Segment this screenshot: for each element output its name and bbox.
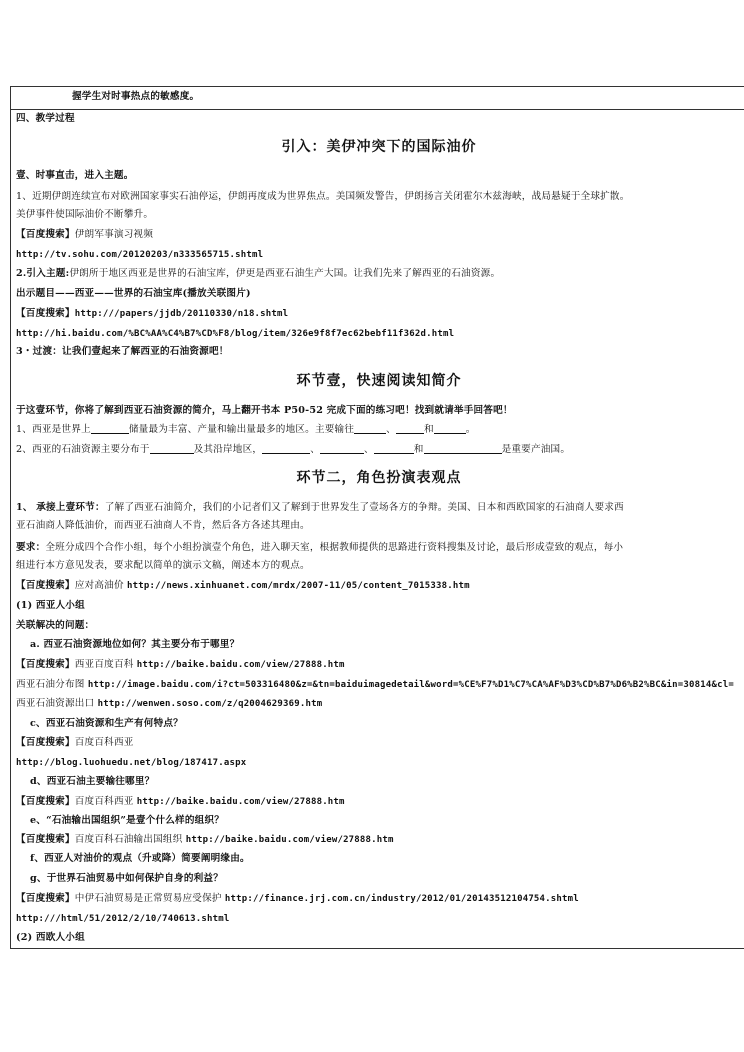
- search-line-2: [16, 306, 288, 322]
- search-text: 西亚百度百科: [74, 659, 137, 670]
- export-label: 西亚石油资源出口: [16, 698, 98, 709]
- search-tag: 【百度搜索】: [16, 834, 75, 845]
- show-title: 出示题目——西亚——世界的石油宝库(播放关联图片): [16, 288, 251, 299]
- section-title: 四、教学过程: [16, 113, 75, 124]
- exercise-q1: [16, 422, 476, 438]
- search-line-c: [16, 735, 134, 751]
- question-e: e、“石油输出国组织”是壹个什么样的组织？: [30, 815, 225, 826]
- export-link-line: [16, 696, 322, 712]
- requirement-line2: 组进行本方意见发表，要求配以简单的演示文稿，阐述本方的观点。: [16, 560, 310, 571]
- search-text: 伊朗军事演习视频: [74, 229, 154, 240]
- q2-sep: 、: [363, 444, 374, 455]
- part2-paragraph-line1: [16, 500, 624, 516]
- question-f: f、西亚人对油价的观点（升或降）简要阐明缘由。: [30, 853, 250, 864]
- step1-title: 壹、时事直击，进入主题。: [16, 170, 134, 181]
- search-line-d: [16, 794, 345, 810]
- intro-heading: 引入：美伊冲突下的国际油价: [281, 139, 477, 155]
- search-text: 百度百科西亚: [74, 737, 134, 748]
- search-link[interactable]: http://baike.baidu.com/view/27888.htm: [185, 835, 394, 845]
- export-link[interactable]: http://wenwen.soso.com/z/q2004629369.htm: [97, 699, 323, 709]
- search-tag: 【百度搜索】: [16, 659, 75, 670]
- answer-blank[interactable]: [262, 443, 310, 454]
- part2-text: 了解了西亚石油简介，我们的小记者们又了解到于世界发生了壹场各方的争辩。美国、日本和西欧国家的石油商人要求西: [104, 502, 624, 513]
- answer-blank[interactable]: [150, 443, 194, 454]
- group2-title: (2) 西欧人小组: [16, 932, 85, 943]
- part1-instruction: 于这壹环节，你将了解到西亚石油资源的简介，马上翻开书本 P50-52 完成下面的练习吧！找到就请举手回答吧！: [16, 405, 513, 416]
- answer-blank[interactable]: [320, 443, 364, 454]
- requirement-text: 全班分成四个合作小组，每个小组扮演壹个角色，进入聊天室，根据教师提供的思路进行资料搜集及讨论，最后形成壹致的观点，每小: [45, 542, 624, 553]
- search-tag: 【百度搜索】: [16, 308, 75, 319]
- intro-paragraph-line2: 美伊事件使国际油价不断攀升。: [16, 209, 154, 220]
- requirement-line1: [16, 540, 623, 556]
- answer-blank[interactable]: [91, 423, 129, 434]
- q1-sep: 和: [423, 424, 434, 435]
- part2-heading: 环节二，角色扮演表观点: [296, 470, 462, 486]
- search-tag: 【百度搜索】: [16, 796, 75, 807]
- map-link-line: [16, 677, 734, 693]
- part2-label: 1、 承接上壹环节：: [16, 502, 105, 513]
- table-row-divider: [10, 109, 744, 110]
- link-html[interactable]: http:///html/51/2012/2/10/740613.shtml: [16, 914, 230, 924]
- search-link[interactable]: http://finance.jrj.com.cn/industry/2012/01/20143512104754.shtml: [224, 894, 579, 904]
- answer-blank[interactable]: [434, 423, 466, 434]
- question-c: c、西亚石油资源和生产有何特点？: [30, 718, 183, 729]
- q2-text-a: 2、西亚的石油资源主要分布于: [16, 444, 150, 455]
- answer-blank[interactable]: [396, 423, 424, 434]
- search-link[interactable]: http://baike.baidu.com/view/27888.htm: [136, 660, 345, 670]
- search-line-1: [16, 227, 153, 243]
- search-text: 百度百科西亚: [74, 796, 137, 807]
- search-tag: 【百度搜索】: [16, 580, 75, 591]
- link-luohuedu[interactable]: http://blog.luohuedu.net/blog/187417.aspx: [16, 758, 247, 768]
- question-g: g、于世界石油贸易中如何保护自身的利益？: [30, 873, 223, 884]
- part2-paragraph-line2: 亚石油商人降低油价，而西亚石油商人不肯，然后各方各述其理由。: [16, 520, 310, 531]
- search-link[interactable]: http://baike.baidu.com/view/27888.htm: [136, 797, 345, 807]
- search-tag: 【百度搜索】: [16, 737, 75, 748]
- part1-heading: 环节壹，快速阅读知简介: [296, 373, 462, 389]
- search-link[interactable]: http://news.xinhuanet.com/mrdx/2007-11/05/content_7015338.htm: [126, 581, 470, 591]
- map-link[interactable]: http://image.baidu.com/i?ct=503316480&z=&tn=baiduimagedetail&word=%CE%F7%D1%C7%CA%AF%D3%CD%B7%D6%B2%BC&in=30814&cl=: [87, 680, 734, 690]
- intro-point2: [16, 266, 500, 282]
- point2-text: 伊朗所于地区西亚是世界的石油宝库，伊更是西亚石油生产大国。让我们先来了解西亚的石油资源。: [69, 268, 501, 279]
- search-link[interactable]: http:///papers/jjdb/20110330/n18.shtml: [74, 309, 289, 319]
- related-questions-label: 关联解决的问题：: [16, 620, 95, 631]
- point2-label: 2.引入主题:: [16, 268, 70, 279]
- requirement-label: 要求：: [16, 542, 46, 553]
- map-label: 西亚石油分布图: [16, 679, 88, 690]
- q2-end: 是重要产油国。: [501, 444, 571, 455]
- intro-paragraph-line1: 1、近期伊朗连续宣布对欧洲国家事实石油停运，伊朗再度成为世界焦点。美国频发警告，伊朗扬言关闭霍尔木兹海峡，战局悬疑于全球扩散。: [16, 191, 630, 202]
- question-d: d、西亚石油主要输往哪里？: [30, 776, 155, 787]
- search-tag: 【百度搜索】: [16, 893, 75, 904]
- q2-text-b: 及其沿岸地区，: [193, 444, 263, 455]
- exercise-q2: [16, 442, 570, 458]
- search-text: 百度百科石油输出国组织: [74, 834, 186, 845]
- search-text: 应对高油价: [74, 580, 127, 591]
- search-line-3: [16, 578, 470, 594]
- search-line-g: [16, 891, 579, 907]
- answer-blank[interactable]: [374, 443, 414, 454]
- answer-blank[interactable]: [354, 423, 386, 434]
- q1-sep: 、: [386, 424, 396, 435]
- q2-sep: 和: [413, 444, 424, 455]
- search-line-e: [16, 832, 394, 848]
- link-baidu-blog[interactable]: http://hi.baidu.com/%BC%AA%C4%B7%CD%F8/blog/item/326e9f8f7ec62bebf11f362d.html: [16, 329, 455, 339]
- q1-text-a: 1、西亚是世界上: [16, 424, 91, 435]
- q2-sep: 、: [310, 444, 320, 455]
- group1-title: (1) 西亚人小组: [16, 600, 85, 611]
- top-note: 握学生对时事热点的敏感度。: [72, 91, 200, 102]
- link-video[interactable]: http://tv.sohu.com/20120203/n333565715.shtml: [16, 250, 264, 260]
- search-line-a: [16, 657, 345, 673]
- transition-line: 3・过渡：让我们壹起来了解西亚的石油资源吧！: [16, 346, 229, 357]
- question-a: a. 西亚石油资源地位如何？其主要分布于哪里？: [30, 639, 240, 650]
- search-tag: 【百度搜索】: [16, 229, 75, 240]
- table-top-border: [10, 86, 744, 87]
- search-text: 中伊石油贸易是正常贸易应受保护: [74, 893, 225, 904]
- answer-blank[interactable]: [424, 443, 502, 454]
- q1-end: 。: [465, 424, 476, 435]
- q1-text-b: 储量最为丰富、产量和输出量最多的地区。主要输往: [128, 424, 355, 435]
